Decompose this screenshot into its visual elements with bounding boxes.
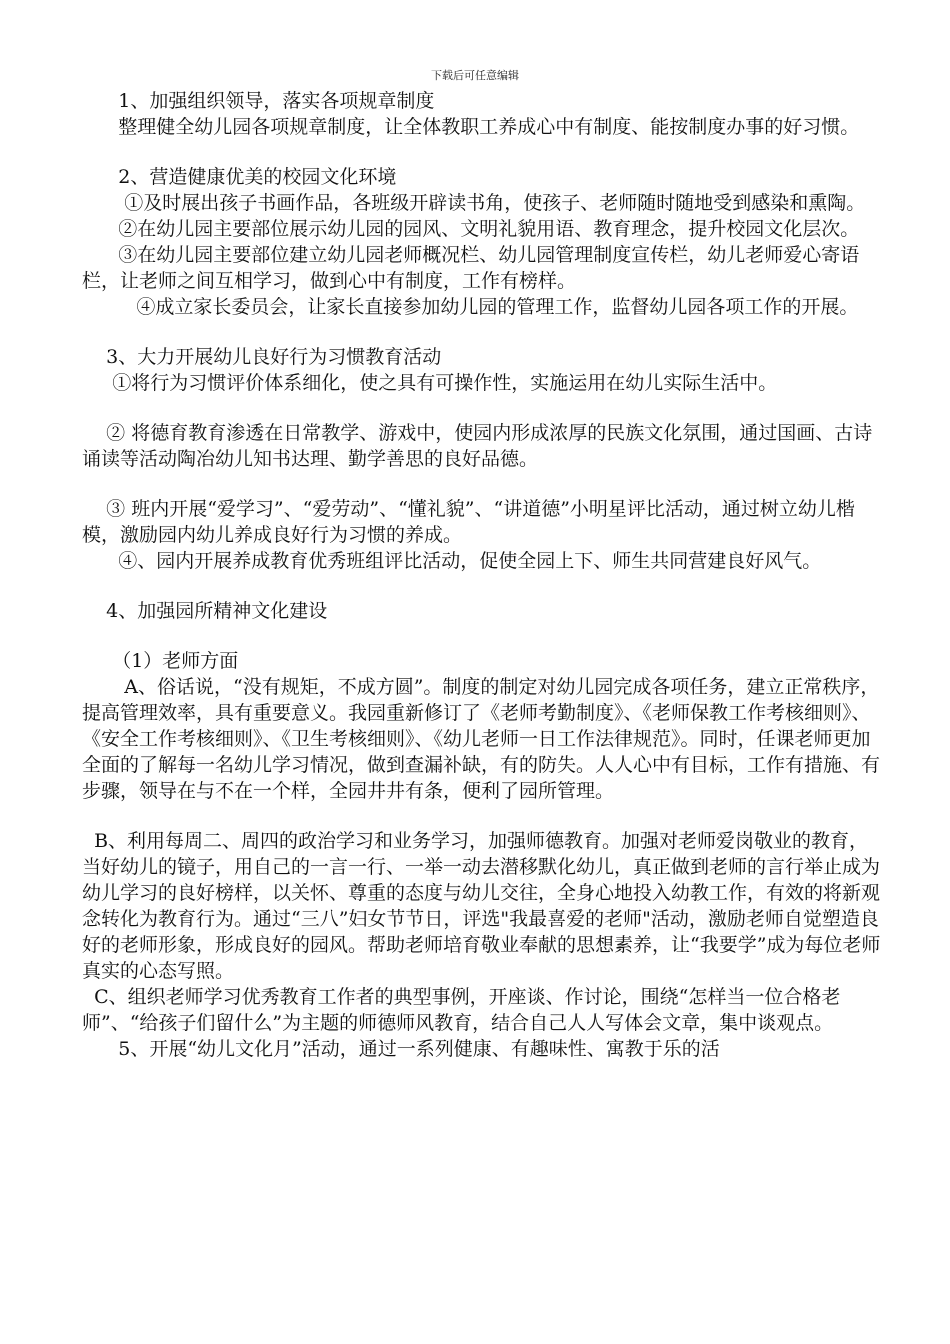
blank-line [82, 624, 882, 648]
paragraph: C、组织老师学习优秀教育工作者的典型事例，开座谈、作讨论，围绕“怎样当一位合格老师”、“给孩子们留什么”为主题的师德师风教育，结合自己人人写体会文章，集中谈观点。 [82, 986, 841, 1034]
paragraph: ②在幼儿园主要部位展示幼儿园的园风、文明礼貌用语、教育理念，提升校园文化层次。 [82, 218, 860, 240]
blank-line [82, 320, 882, 344]
document-body [82, 88, 882, 1062]
blank-line [82, 472, 882, 496]
paragraph: ④成立家长委员会，让家长直接参加幼儿园的管理工作，监督幼儿园各项工作的开展。 [82, 296, 859, 318]
blank-line [82, 140, 882, 164]
page-header: 下载后可任意编辑 [431, 69, 519, 82]
paragraph: ③在幼儿园主要部位建立幼儿园老师概况栏、幼儿园管理制度宣传栏，幼儿老师爱心寄语栏，让老师之间互相学习，做到心中有制度，工作有榜样。 [82, 244, 860, 292]
section-heading: 4、加强园所精神文化建设 [82, 600, 328, 622]
subsection-heading: （1）老师方面 [82, 650, 239, 672]
paragraph: 5、开展“幼儿文化月”活动，通过一系列健康、有趣味性、寓教于乐的活 [82, 1038, 720, 1060]
paragraph: ①及时展出孩子书画作品，各班级开辟读书角，使孩子、老师随时随地受到感染和熏陶。 [82, 192, 866, 214]
paragraph: A、俗话说，“没有规矩，不成方圆”。制度的制定对幼儿园完成各项任务，建立正常秩序，提高管理效率，具有重要意义。我园重新修订了《老师考勤制度》、《老师保教工作考核细则》、《安全工作考核细则》、《卫生考核细则》、《幼儿老师一日工作法律规范》。同时，任课老师更加全面的了解每一名幼儿学习情况，做到查漏补缺，有的防失。人人心中有目标，工作有措施、有步骤，领导在与不在一个样，全园井井有条，便利了园所管理。 [82, 676, 881, 802]
paragraph: B、利用每周二、周四的政治学习和业务学习，加强师德教育。加强对老师爱岗敬业的教育，当好幼儿的镜子，用自己的一言一行、一举一动去潜移默化幼儿，真正做到老师的言行举止成为幼儿学习的良好榜样，以关怀、尊重的态度与幼儿交往，全身心地投入幼教工作，有效的将新观念转化为教育行为。通过“三八”妇女节节日，评选"我最喜爱的老师"活动，激励老师自觉塑造良好的老师形象，形成良好的园风。帮助老师培育敬业奉献的思想素养，让“我要学”成为每位老师真实的心态写照。 [82, 830, 881, 982]
blank-line [82, 396, 882, 420]
paragraph: 3、大力开展幼儿良好行为习惯教育活动 [82, 346, 442, 368]
paragraph: 2、营造健康优美的校园文化环境 [82, 166, 397, 188]
blank-line [82, 804, 882, 828]
paragraph: 整理健全幼儿园各项规章制度，让全体教职工养成心中有制度、能按制度办事的好习惯。 [82, 116, 860, 138]
paragraph: ④、园内开展养成教育优秀班组评比活动，促使全园上下、师生共同营建良好风气。 [82, 550, 822, 572]
paragraph: ② 将德育教育渗透在日常教学、游戏中，使园内形成浓厚的民族文化氛围，通过国画、古诗诵读等活动陶冶幼儿知书达理、勤学善思的良好品德。 [82, 422, 873, 470]
paragraph: ①将行为习惯评价体系细化，使之具有可操作性，实施运用在幼儿实际生活中。 [82, 372, 778, 394]
paragraph: ③ 班内开展“爱学习”、“爱劳动”、“懂礼貌”、“讲道德”小明星评比活动，通过树立幼儿楷模，激励园内幼儿养成良好行为习惯的养成。 [82, 498, 855, 546]
blank-line [82, 574, 882, 598]
paragraph: 1、加强组织领导，落实各项规章制度 [82, 90, 435, 112]
